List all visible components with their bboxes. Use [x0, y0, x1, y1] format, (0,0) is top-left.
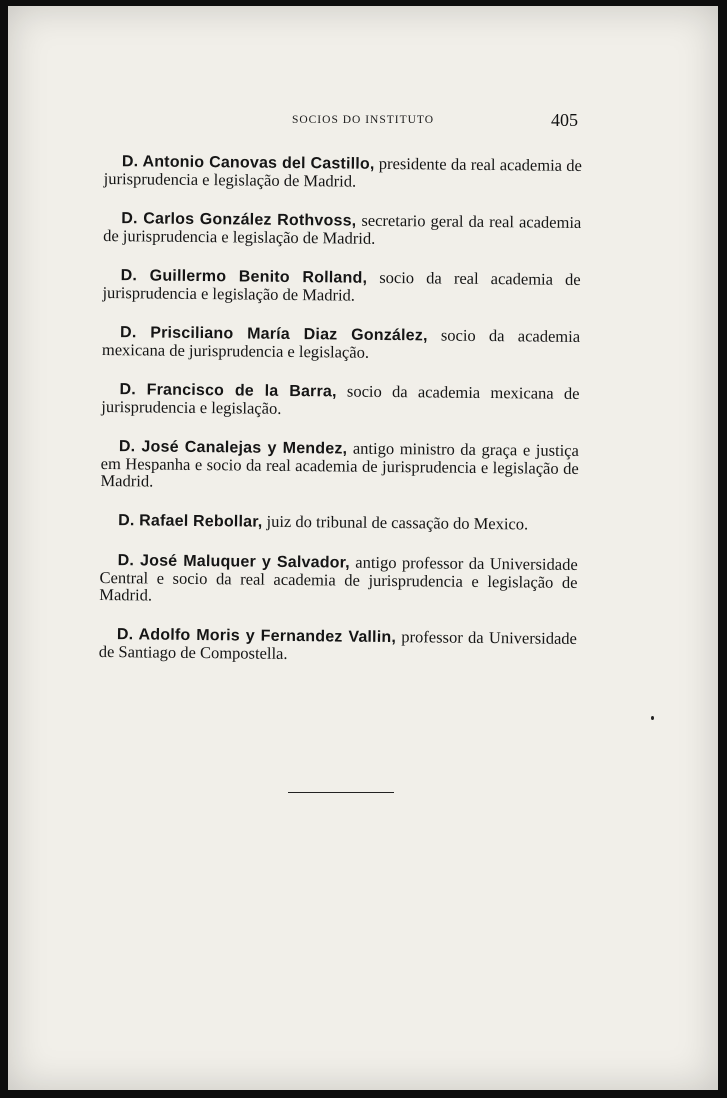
- member-description: juiz do tribunal de cassação do Mexico.: [262, 511, 529, 534]
- member-name: D. Adolfo Moris y Fernandez Vallin,: [116, 626, 397, 647]
- member-name: D. Rafael Rebollar,: [118, 512, 263, 531]
- running-head: SOCIOS DO INSTITUTO: [291, 114, 435, 126]
- member-entry: [100, 437, 579, 494]
- member-description: antigo ministro da graça e justiça em Hespanha e socio da real academia de jurisprudencia e legislação de Madrid.: [100, 438, 579, 491]
- member-description: professor da Universidade de Santiago de Compostella.: [98, 627, 578, 663]
- member-entry: [101, 380, 579, 420]
- book-page: [8, 6, 718, 1090]
- member-description: socio da academia mexicana de jurisprudencia e legislação.: [101, 381, 580, 418]
- member-name: D. José Canalejas y Mendez,: [118, 438, 348, 458]
- member-description: antigo professor da Universidade Central e socio da real academia de jurisprudencia e legislação de Madrid.: [99, 552, 578, 605]
- member-name: D. Antonio Canovas del Castillo,: [121, 153, 375, 173]
- member-name: D. Guillermo Benito Rolland,: [120, 267, 368, 287]
- member-entry: [102, 266, 580, 306]
- member-entry: [99, 551, 578, 608]
- member-name: D. Francisco de la Barra,: [119, 381, 337, 401]
- member-description: socio da real academia de jurisprudencia e legislação de Madrid.: [102, 267, 581, 305]
- member-entry: [100, 511, 578, 534]
- member-name: D. José Maluquer y Salvador,: [117, 552, 350, 572]
- member-entry: [104, 152, 582, 192]
- member-entry: [99, 625, 577, 665]
- end-rule: [288, 792, 394, 793]
- member-description: secretario geral da real academia de jurisprudencia e legislação de Madrid.: [103, 210, 582, 248]
- ink-speck: [651, 716, 654, 720]
- page-header: [8, 110, 718, 134]
- member-description: socio da academia mexicana de jurisprudencia e legislação.: [101, 325, 581, 362]
- member-name: D. Prisciliano María Diaz González,: [120, 324, 428, 345]
- member-list: [98, 152, 582, 687]
- member-description: presidente da real academia de jurisprudencia e legislação de Madrid.: [103, 153, 582, 191]
- member-name: D. Carlos González Rothvoss,: [121, 210, 357, 230]
- member-entry: [103, 209, 581, 249]
- page-number: 405: [551, 110, 578, 130]
- member-entry: [102, 323, 580, 363]
